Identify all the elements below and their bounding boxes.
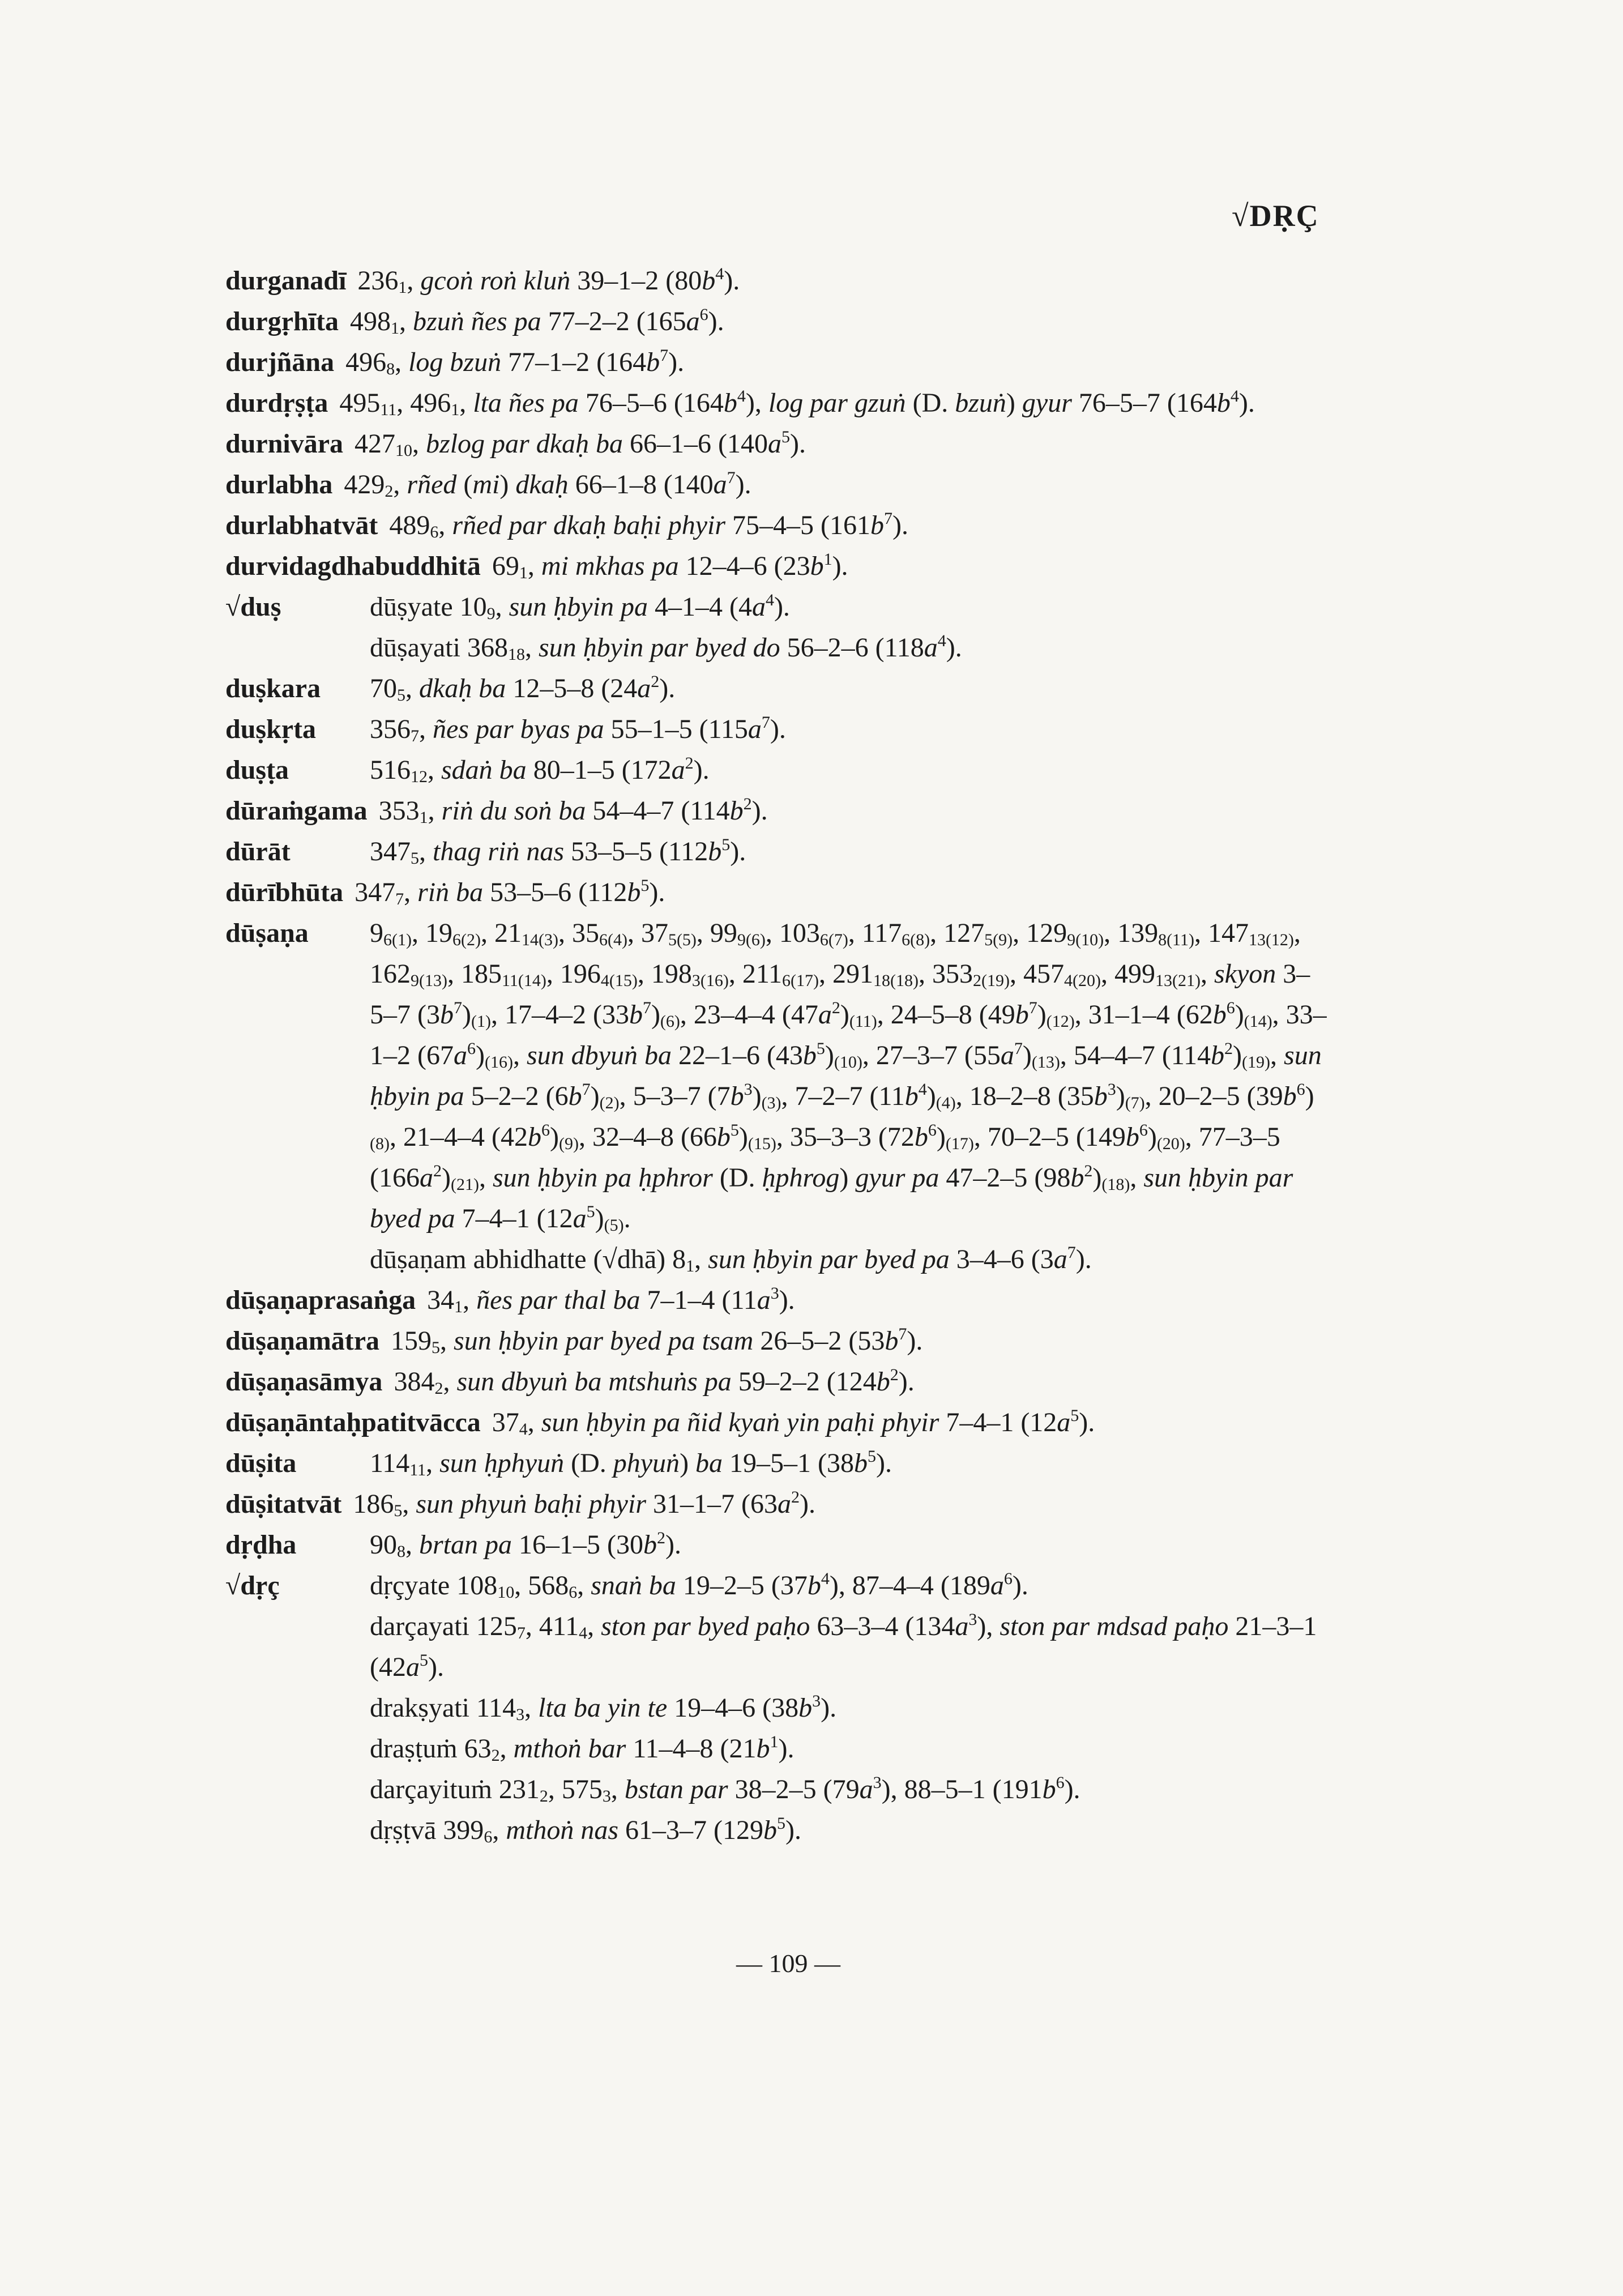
headword	[225, 1810, 370, 1851]
entry-text: $236_1$, gcoṅ roṅ kluṅ 39–1–2 $(80b^4)$.	[357, 264, 740, 297]
dictionary-entry	[225, 464, 1335, 505]
entry-text: $427_{10}$, bzlog par dkaḥ ba 66–1–6 $(140a^5)$.	[355, 428, 806, 460]
entry-text: drakṣyati $114_3$, lta ba yin te 19–4–6 $(38b^3)$.	[370, 1692, 837, 1724]
headword: duṣkṛta	[225, 714, 317, 744]
entry-text: $70_5$, dkaḥ ba 12–5–8 $(24a^2)$.	[370, 672, 676, 705]
entry-text: $37_4$, sun ḥbyin pa ñid kyaṅ yin paḥi phyir 7–4–1 $(12a^5)$.	[492, 1406, 1095, 1439]
dictionary-entry	[225, 301, 1335, 342]
dictionary-entry	[225, 1688, 1335, 1729]
entry-text: $353_1$, riṅ du soṅ ba 54–4–7 $(114b^2)$.	[378, 795, 768, 827]
dictionary-entry	[225, 1484, 1335, 1525]
headword: durganadī	[225, 266, 347, 296]
headword: dūrāt	[225, 837, 291, 867]
entry-text: $429_2$, rñed (mi) dkaḥ 66–1–8 $(140a^7)$.	[344, 468, 751, 501]
dictionary-entry	[225, 791, 1335, 831]
headword	[225, 1606, 370, 1647]
headword	[225, 1769, 370, 1810]
headword: dūṣaṇasāmya	[225, 1367, 383, 1397]
dictionary-entry	[225, 505, 1335, 546]
dictionary-entry	[225, 1321, 1335, 1362]
headword	[225, 628, 370, 668]
dictionary-entry	[225, 831, 1335, 872]
headword	[225, 1729, 370, 1769]
entry-text: $186_5$, sun phyuṅ baḥi phyir 31–1–7 $(63a^2)$.	[353, 1488, 815, 1520]
dictionary-entry	[225, 1565, 1335, 1606]
headword: dṛḍha	[225, 1530, 297, 1560]
headword: durvidagdhabuddhitā	[225, 551, 481, 581]
headword: dūṣita	[225, 1448, 297, 1478]
entry-text: $356_7$, ñes par byas pa 55–1–5 $(115a^7)$.	[370, 713, 786, 745]
dictionary-entry	[225, 1443, 1335, 1484]
entry-text: $34_1$, ñes par thal ba 7–1–4 $(11a^3)$.	[427, 1284, 795, 1316]
entry-text: $90_8$, brtan pa 16–1–5 $(30b^2)$.	[370, 1529, 681, 1561]
page-number: — 109 —	[736, 1949, 840, 1978]
dictionary-entry	[225, 424, 1335, 464]
dictionary-entry	[225, 668, 1335, 709]
headword	[225, 1239, 370, 1280]
entry-text: $496_8$, log bzuṅ 77–1–2 $(164b^7)$.	[345, 346, 685, 378]
entry-text: $69_1$, mi mkhas pa 12–4–6 $(23b^1)$.	[492, 550, 848, 582]
entry-text: dṛṣṭvā $399_6$, mthoṅ nas 61–3–7 $(129b^5)$.	[370, 1814, 801, 1846]
entry-text: darçayituṁ $231_2$, $575_3$, bstan par 38–2–5 $(79a^3)$, 88–5–1 $(191b^6)$.	[370, 1773, 1080, 1806]
headword: dūṣaṇa	[225, 918, 309, 948]
entry-text: darçayati $125_7$, $411_4$, ston par byed paḥo 63–3–4 $(134a^3)$, ston par mdsad paḥo 21–3–1 $(42a^5)$.	[370, 1610, 1317, 1682]
dictionary-entry	[225, 872, 1335, 913]
headword: dūṣitatvāt	[225, 1489, 342, 1519]
dictionary-entry	[225, 1280, 1335, 1321]
headword	[225, 1688, 370, 1729]
dictionary-entry	[225, 546, 1335, 587]
headword: durlabha	[225, 470, 333, 500]
entry-list	[225, 261, 1335, 1851]
dictionary-entry	[225, 342, 1335, 383]
dictionary-entry	[225, 1362, 1335, 1402]
headword: √duṣ	[225, 592, 281, 622]
entry-text: $384_2$, sun dbyuṅ ba mtshuṅs pa 59–2–2 $(124b^2)$.	[394, 1365, 915, 1398]
dictionary-entry	[225, 709, 1335, 750]
dictionary-entry	[225, 750, 1335, 791]
headword: duṣkara	[225, 673, 321, 703]
dictionary-entry	[225, 628, 1335, 668]
dictionary-entry	[225, 1606, 1335, 1688]
entry-text: draṣṭuṁ $63_2$, mthoṅ bar 11–4–8 $(21b^1)$.	[370, 1732, 795, 1765]
dictionary-entry	[225, 1525, 1335, 1565]
entry-text: $516_{12}$, sdaṅ ba 80–1–5 $(172a^2)$.	[370, 754, 710, 786]
headword: durdṛṣṭa	[225, 388, 328, 418]
entry-text: $347_5$, thag riṅ nas 53–5–5 $(112b^5)$.	[370, 835, 746, 868]
dictionary-entry	[225, 1769, 1335, 1810]
dictionary-entry	[225, 1239, 1335, 1280]
entry-text: $9_{6(1)}$, $19_{6(2)}$, $21_{14(3)}$, $35_{6(4)}$, $37_{5(5)}$, $99_{9(6)}$, $103_{6(7)}$, $117_{6(8)}$, $127_{5(9)}$, $129_{9(10)}$, $139_{8(11)}$, $147_{13(12)}$, $162_{9(13)}$, $185_{11(14)}$, $196_{4(15)}$, $198_{3(16)}$, $211_{6(17)}$, $291_{18(18)}$, $353_{2(19)}$, $457_{4(20)}$, $499_{13(21)}$, skyon 3–5–7 $(3b^7)_{(1)}$, 17–4–2 $(33b^7)_{(6)}$, 23–4–4 $(47a^2)_{(11)}$, 24–5–8 $(49b^7)_{(12)}$, 31–1–4 $(62b^6)_{(14)}$, 33–1–2 $(67a^6)_{(16)}$, sun dbyuṅ ba 22–1–6 $(43b^5)_{(10)}$, 27–3–7 $(55a^7)_{(13)}$, 54–4–7 $(114b^2)_{(19)}$, sun ḥbyin pa 5–2–2 $(6b^7)_{(2)}$, 5–3–7 $(7b^3)_{(3)}$, 7–2–7 $(11b^4)_{(4)}$, 18–2–8 $(35b^3)_{(7)}$, 20–2–5 $(39b^6)_{(8)}$, 21–4–4 $(42b^6)_{(9)}$, 32–4–8 $(66b^5)_{(15)}$, 35–3–3 $(72b^6)_{(17)}$, 70–2–5 $(149b^6)_{(20)}$, 77–3–5 $(166a^2)_{(21)}$, sun ḥbyin pa ḥphror (D. ḥphrog) gyur pa 47–2–5 $(98b^2)_{(18)}$, sun ḥbyin par byed pa 7–4–1 $(12a^5)_{(5)}$.	[370, 918, 1327, 1235]
dictionary-entry	[225, 1810, 1335, 1851]
headword: durgṛhīta	[225, 306, 339, 336]
headword: durjñāna	[225, 347, 335, 377]
headword: duṣṭa	[225, 755, 289, 785]
headword: dūrībhūta	[225, 877, 344, 907]
headword: dūṣaṇāntaḥpatitvācca	[225, 1407, 481, 1437]
entry-text: dūṣayati $368_{18}$, sun ḥbyin par byed do 56–2–6 $(118a^4)$.	[370, 631, 962, 664]
entry-text: dṛçyate $108_{10}$, $568_6$, snaṅ ba 19–2–5 $(37b^4)$, 87–4–4 $(189a^6)$.	[370, 1569, 1028, 1602]
headword: durlabhatvāt	[225, 510, 378, 540]
dictionary-entry	[225, 587, 1335, 628]
headword: √dṛç	[225, 1571, 280, 1601]
entry-text: $114_{11}$, sun ḥphyuṅ (D. phyuṅ) ba 19–5–1 $(38b^5)$.	[370, 1447, 892, 1479]
headword: durnivāra	[225, 429, 344, 459]
dictionary-entry	[225, 261, 1335, 301]
entry-text: $347_7$, riṅ ba 53–5–6 $(112b^5)$.	[355, 876, 665, 908]
headword: dūraṁgama	[225, 796, 368, 826]
dictionary-entry	[225, 913, 1335, 1239]
dictionary-entry	[225, 1729, 1335, 1769]
headword: dūṣaṇaprasaṅga	[225, 1285, 416, 1315]
dictionary-entry	[225, 383, 1335, 424]
entry-text: dūṣyate $10_9$, sun ḥbyin pa 4–1–4 $(4a^4)$.	[370, 591, 790, 623]
running-head: √DṚÇ	[1232, 199, 1319, 233]
entry-text: $159_5$, sun ḥbyin par byed pa tsam 26–5–2 $(53b^7)$.	[391, 1325, 923, 1357]
entry-text: dūṣaṇam abhidhatte (√dhā) $8_1$, sun ḥbyin par byed pa 3–4–6 $(3a^7)$.	[370, 1243, 1092, 1275]
dictionary-entry	[225, 1402, 1335, 1443]
entry-text: $489_6$, rñed par dkaḥ baḥi phyir 75–4–5 $(161b^7)$.	[389, 509, 908, 541]
headword: dūṣaṇamātra	[225, 1326, 380, 1356]
entry-text: $498_1$, bzuṅ ñes pa 77–2–2 $(165a^6)$.	[350, 305, 724, 338]
entry-text: $495_{11}$, $496_1$, lta ñes pa 76–5–6 $(164b^4)$, log par gzuṅ (D. bzuṅ) gyur 76–5–7 $(164b^4)$.	[339, 387, 1255, 419]
